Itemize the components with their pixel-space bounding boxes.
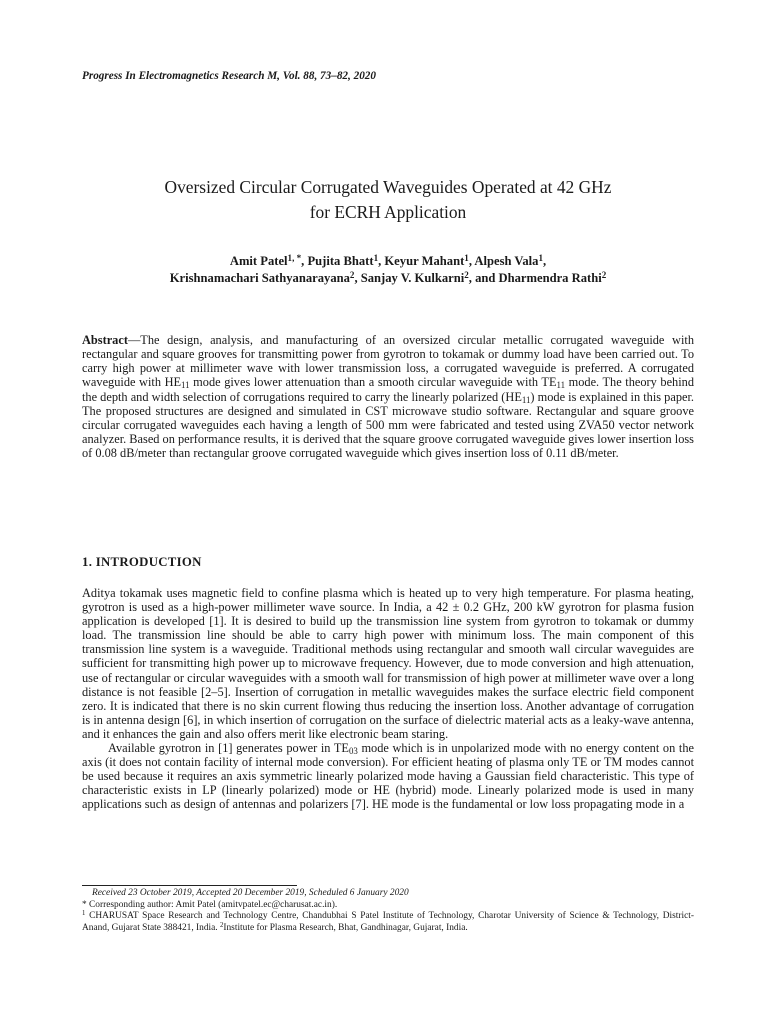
footnote-affiliation: $^1$ CHARUSAT Space Research and Technology Centre, Chandubhai S Patel Institute of Technology, Charotar University of Science & Technology, District-Anand, Gujarat State 388421, India. $^2$Institute for Plasma Research, Bhat, Gandhinagar, Gujarat, India. [82,909,694,933]
introduction-body [82,586,694,812]
footnotes [82,888,694,934]
abstract-text: —The design, analysis, and manufacturing of an oversized circular metallic corrugated waveguide with rectangular and square grooves for transmitting power from gyrotron to tokamak or dummy load have been carried out. To carry high power at millimeter wave with lower transmission loss, a corrugated waveguide is preferred. A corrugated waveguide with $HE_{11}$ mode gives lower attenuation than a smooth circular waveguide with $TE_{11}$ mode. The theory behind the depth and width selection of corrugations required to carry the linearly polarized $(HE_{11})$ mode is explained in this paper. The proposed structures are designed and simulated in CST microwave studio software. Rectangular and square groove circular corrugated waveguides each having a length of 500 mm were fabricated and tested using ZVA50 vector network analyzer. Based on performance results, it is derived that the square groove corrugated waveguide gives lower insertion loss of 0.08 dB/meter than rectangular groove corrugated waveguide which gives insertion loss of 0.11 dB/meter. [82,333,694,461]
authors-line-2: Krishnamachari Sathyanarayana$^2$, Sanjay V. Kulkarni$^2$, and Dharmendra Rathi$^2$ [169,269,607,285]
authors-line-1: Amit Patel$^{1, *}$, Pujita Bhatt$^1$, Keyur Mahant$^1$, Alpesh Vala$^1$, [229,252,547,268]
abstract [82,333,694,460]
running-head: Progress In Electromagnetics Research M, Vol. 88, 73–82, 2020 [82,70,376,82]
intro-paragraph-1: Aditya tokamak uses magnetic field to confine plasma which is heated up to very high temperature. For plasma heating, gyrotron is used as a high-power millimeter wave source. In India, a 42 ± 0.2 GHz, 200 kW gyrotron for plasma fusion application is developed [1]. It is desired to build up the transmission line system from gyrotron to tokamak or dummy load. The transmission line should be able to carry high power with minimum loss. The main component of this transmission line system is a waveguide. Traditional methods using rectangular and smooth wall circular waveguides are sufficient for transmitting high power up to microwave frequency. However, due to mode conversion and high attenuation, use of rectangular or circular waveguides with a smooth wall for transmission of high power at millimeter wave over a long distance is not feasible [2–5]. Insertion of corrugation in metallic waveguides makes the surface electric field component zero. It is indicated that there is no skin current flowing thus reducing the insertion loss. Another advantage of corrugation is in antenna design [6], in which insertion of corrugation on the surface of dielectric material acts as a leaky-wave antenna, and it enhances the gain and also offers merit like electronic beam staring. [82,586,694,741]
paper-title [82,175,694,225]
section-heading-introduction: 1. INTRODUCTION [82,555,202,569]
footnote-received: Received 23 October 2019, Accepted 20 December 2019, Scheduled 6 January 2020 [92,888,409,898]
intro-paragraph-2: Available gyrotron in [1] generates power in $TE_{03}$ mode which is in unpolarized mode with no energy content on the axis (it does not contain facility of internal mode conversion). For efficient heating of plasma only TE or TM modes cannot be used because it requires an axis symmetric linearly polarized mode having a Gaussian field characteristic. This type of characteristic exists in LP (linearly polarized) mode or HE (hybrid) mode. Linearly polarized mode is used in many applications such as design of antennas and polarizers [7]. HE mode is the fundamental or low loss propagating mode in a [82,741,694,812]
footnote-corresponding: * Corresponding author: Amit Patel (amitvpatel.ec@charusat.ac.in). [82,899,338,910]
author-list [82,253,694,287]
title-line-2: for ECRH Application [309,202,467,222]
abstract-label: Abstract [82,333,128,347]
footnote-rule [82,885,297,886]
title-line-1: Oversized Circular Corrugated Waveguides Operated at 42 GHz [164,177,612,197]
